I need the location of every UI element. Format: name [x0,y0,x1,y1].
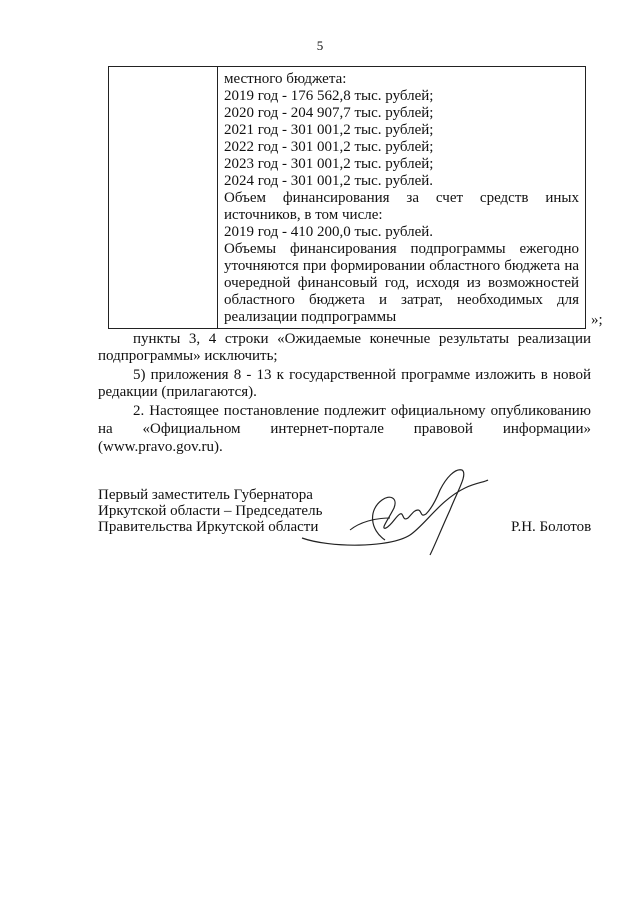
paragraph-line: редакции (прилагаются). [98,384,257,400]
other-sources-line: Объем финансирования за счет средств иных [224,190,579,206]
paragraph-line: на «Официальном интернет-портале правовой информации» [98,421,591,437]
signer-name: Р.Н. Болотов [511,519,592,535]
table-right-cell [218,67,586,329]
signatory-title-line: Правительства Иркутской области [98,519,319,535]
signature-svg [290,460,490,560]
paragraph-items-3-4 [133,331,591,348]
other-sources-line: источников, в том числе: [224,207,383,223]
note-line: областного бюджета и затрат, необходимых для [224,292,579,308]
paragraph-line: (www.pravo.gov.ru). [98,439,223,455]
budget-year-line: 2021 год - 301 001,2 тыс. рублей; [224,122,434,138]
signatory-title [98,487,322,535]
budget-year-line: 2023 год - 301 001,2 тыс. рублей; [224,156,434,172]
budget-year-line: 2022 год - 301 001,2 тыс. рублей; [224,139,434,155]
paragraph-items-3-4-cont [98,348,591,365]
closing-quote: »; [591,312,603,328]
paragraph-appendices-cont [98,384,591,401]
page-number: 5 [316,38,324,53]
note-line: уточняются при формировании областного бюджета на [224,258,579,274]
budget-year-line: 2020 год - 204 907,7 тыс. рублей; [224,105,434,121]
note-line: реализации подпрограммы [224,309,397,325]
paragraph-line: 5) приложения 8 - 13 к государственной программе изложить в новой [133,367,591,383]
local-budget-header: местного бюджета: [224,71,347,87]
paragraph-publication-url [98,439,591,456]
paragraph-publication [133,403,591,420]
signatory-title-line: Первый заместитель Губернатора [98,487,313,503]
note-line: очередной финансовый год, исходя из возможностей [224,275,579,291]
paragraph-line: пункты 3, 4 строки «Ожидаемые конечные результаты реализации [133,331,591,347]
funding-table [108,66,586,329]
paragraph-line: 2. Настоящее постановление подлежит официальному опубликованию [133,403,591,419]
budget-year-line: 2024 год - 301 001,2 тыс. рублей. [224,173,434,189]
paragraph-publication-cont [98,421,591,438]
budget-year-line: 2019 год - 176 562,8 тыс. рублей; [224,88,434,104]
other-sources-year-line: 2019 год - 410 200,0 тыс. рублей. [224,224,434,240]
handwritten-signature [290,460,490,565]
signatory-title-line: Иркутской области – Председатель [98,503,323,519]
paragraph-appendices [133,367,591,384]
paragraph-line: подпрограммы» исключить; [98,348,278,364]
note-line: Объемы финансирования подпрограммы ежегодно [224,241,579,257]
table-left-cell [109,67,218,329]
